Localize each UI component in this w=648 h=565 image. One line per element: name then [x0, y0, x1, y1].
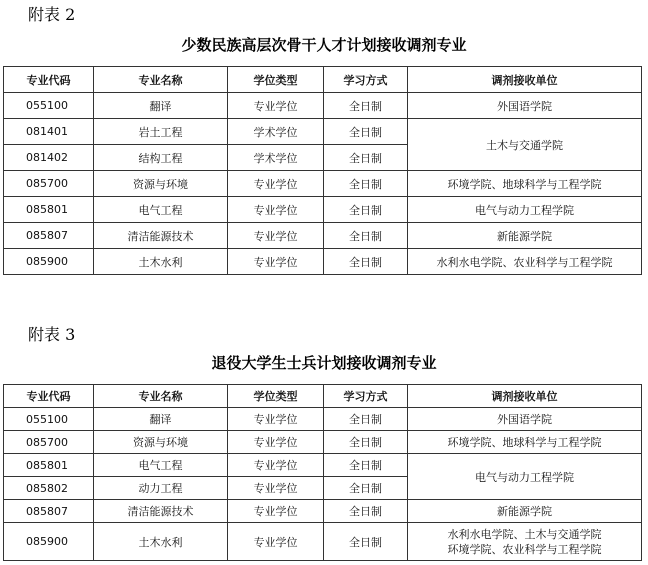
- cell-major-name: 清洁能源技术: [94, 500, 228, 523]
- cell-study-mode: 全日制: [324, 171, 408, 197]
- header-major-name: 专业名称: [94, 385, 228, 408]
- cell-degree-type: 专业学位: [228, 477, 324, 500]
- table-row: [4, 223, 642, 249]
- cell-degree-type: 专业学位: [228, 408, 324, 431]
- appendix-3-table: [3, 384, 642, 561]
- table-row: [4, 454, 642, 477]
- cell-major-name: 土木水利: [94, 523, 228, 561]
- table-row: [4, 249, 642, 275]
- header-major-name: 专业名称: [94, 67, 228, 93]
- cell-receiving-unit: 水利水电学院、农业科学与工程学院: [408, 249, 642, 275]
- cell-degree-type: 专业学位: [228, 223, 324, 249]
- cell-receiving-unit: 新能源学院: [408, 500, 642, 523]
- cell-study-mode: 全日制: [324, 477, 408, 500]
- cell-degree-type: 专业学位: [228, 523, 324, 561]
- cell-code: 081401: [4, 119, 94, 145]
- cell-code: 085801: [4, 197, 94, 223]
- header-receiving-unit: 调剂接收单位: [408, 67, 642, 93]
- cell-study-mode: 全日制: [324, 93, 408, 119]
- cell-major-name: 资源与环境: [94, 171, 228, 197]
- header-degree-type: 学位类型: [228, 67, 324, 93]
- cell-degree-type: 专业学位: [228, 249, 324, 275]
- cell-study-mode: 全日制: [324, 145, 408, 171]
- table-row: [4, 408, 642, 431]
- cell-receiving-unit: 水利水电学院、土木与交通学院 环境学院、农业科学与工程学院: [408, 523, 642, 561]
- header-receiving-unit: 调剂接收单位: [408, 385, 642, 408]
- cell-code: 085900: [4, 523, 94, 561]
- header-study-mode: 学习方式: [324, 385, 408, 408]
- appendix-2-label: 附表 2: [28, 5, 76, 24]
- cell-degree-type: 专业学位: [228, 431, 324, 454]
- cell-major-name: 电气工程: [94, 454, 228, 477]
- appendix-3-title: 退役大学生士兵计划接收调剂专业: [211, 354, 437, 372]
- cell-study-mode: 全日制: [324, 249, 408, 275]
- table-row: [4, 93, 642, 119]
- header-code: 专业代码: [4, 67, 94, 93]
- cell-code: 085807: [4, 223, 94, 249]
- cell-study-mode: 全日制: [324, 223, 408, 249]
- cell-degree-type: 学术学位: [228, 145, 324, 171]
- cell-study-mode: 全日制: [324, 431, 408, 454]
- cell-study-mode: 全日制: [324, 454, 408, 477]
- table-header-row: [4, 67, 642, 93]
- table-row: [4, 500, 642, 523]
- cell-receiving-unit: 外国语学院: [408, 93, 642, 119]
- cell-code: 085807: [4, 500, 94, 523]
- cell-code: 085801: [4, 454, 94, 477]
- appendix-2-table: [3, 66, 642, 275]
- cell-study-mode: 全日制: [324, 197, 408, 223]
- cell-degree-type: 专业学位: [228, 171, 324, 197]
- cell-major-name: 翻译: [94, 408, 228, 431]
- cell-receiving-unit: 电气与动力工程学院: [408, 197, 642, 223]
- cell-receiving-unit: 环境学院、地球科学与工程学院: [408, 171, 642, 197]
- cell-major-name: 岩土工程: [94, 119, 228, 145]
- table-row: [4, 523, 642, 561]
- cell-degree-type: 专业学位: [228, 93, 324, 119]
- cell-major-name: 土木水利: [94, 249, 228, 275]
- cell-major-name: 电气工程: [94, 197, 228, 223]
- cell-degree-type: 专业学位: [228, 454, 324, 477]
- cell-receiving-unit: 外国语学院: [408, 408, 642, 431]
- table-header-row: [4, 385, 642, 408]
- cell-code: 085700: [4, 171, 94, 197]
- cell-degree-type: 专业学位: [228, 500, 324, 523]
- cell-code: 081402: [4, 145, 94, 171]
- table-row: [4, 171, 642, 197]
- cell-receiving-unit: 环境学院、地球科学与工程学院: [408, 431, 642, 454]
- cell-code: 085700: [4, 431, 94, 454]
- appendix-3-label: 附表 3: [28, 325, 76, 344]
- cell-major-name: 翻译: [94, 93, 228, 119]
- cell-major-name: 资源与环境: [94, 431, 228, 454]
- cell-code: 085900: [4, 249, 94, 275]
- header-code: 专业代码: [4, 385, 94, 408]
- cell-code: 055100: [4, 408, 94, 431]
- cell-study-mode: 全日制: [324, 523, 408, 561]
- cell-major-name: 清洁能源技术: [94, 223, 228, 249]
- cell-receiving-unit: 电气与动力工程学院: [408, 454, 642, 500]
- cell-major-name: 结构工程: [94, 145, 228, 171]
- appendix-2-title: 少数民族高层次骨干人才计划接收调剂专业: [181, 36, 467, 54]
- cell-major-name: 动力工程: [94, 477, 228, 500]
- header-degree-type: 学位类型: [228, 385, 324, 408]
- table-row: [4, 197, 642, 223]
- cell-code: 055100: [4, 93, 94, 119]
- cell-code: 085802: [4, 477, 94, 500]
- cell-receiving-unit: 土木与交通学院: [408, 119, 642, 171]
- cell-degree-type: 学术学位: [228, 119, 324, 145]
- cell-receiving-unit: 新能源学院: [408, 223, 642, 249]
- header-study-mode: 学习方式: [324, 67, 408, 93]
- cell-study-mode: 全日制: [324, 500, 408, 523]
- cell-study-mode: 全日制: [324, 119, 408, 145]
- table-row: [4, 119, 642, 145]
- table-row: [4, 431, 642, 454]
- cell-study-mode: 全日制: [324, 408, 408, 431]
- cell-degree-type: 专业学位: [228, 197, 324, 223]
